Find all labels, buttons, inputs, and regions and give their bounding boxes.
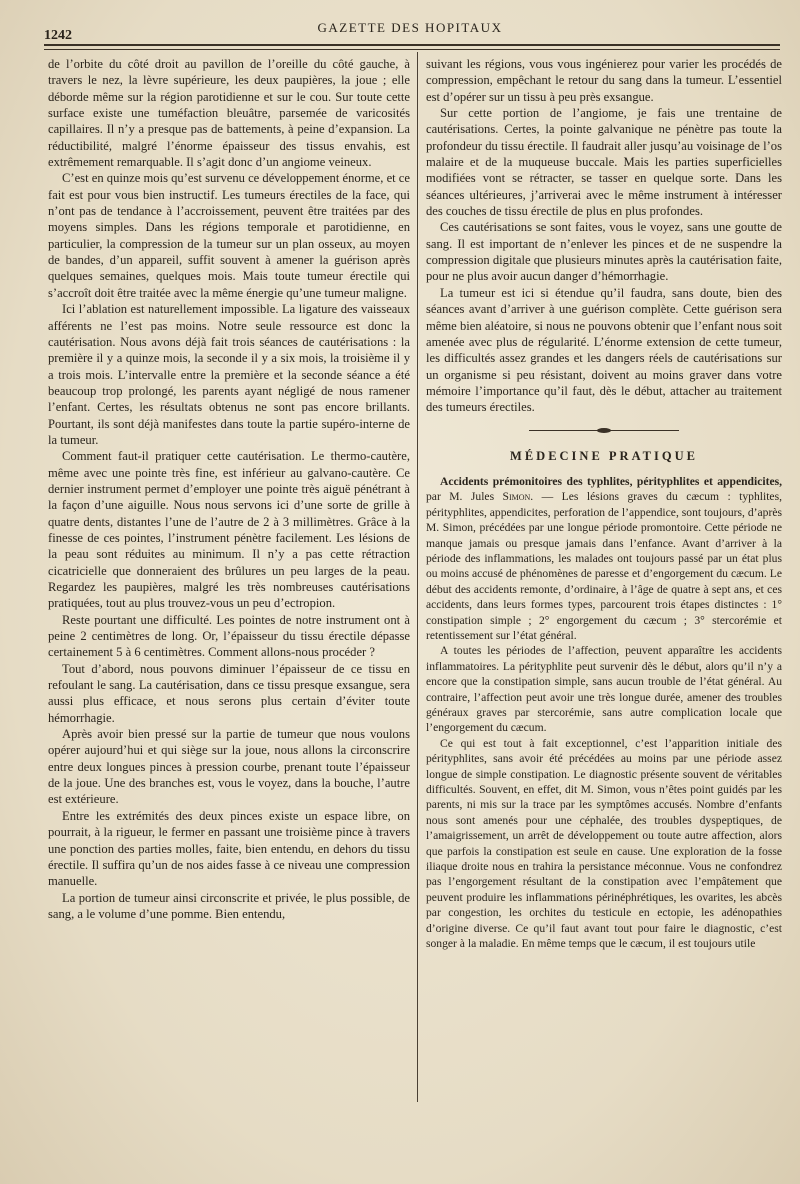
paragraph: Ce qui est tout à fait exceptionnel, c’est l’apparition initiale des pérityphlites, sans avoir été précédées au moins par une période assez longue de simple constipation. Le diagnostic présente souvent de véritables difficultés. Souvent, en effet, dit M. Simon, vous n’êtes point guidés par les parents, ni mis sur la trace par les symptômes accusés. Nombre d’enfants nous sont amenés pour une céphalée, des troubles dyspeptiques, de l’amaigrissement, un arrêt de développement ou toute autre affection, alors que parfois la constipation est seule en cause. Une exploration de la fosse iliaque droite nous en trahira la persistance méconnue. Vous ne confondrez pas l’engorgement résultant de la constipation avec l’empâtement que peuvent produire les inflammations périnéphrétiques, les ovarites, les abcès par congestion, les orchites du testicule en ectopie, les adénopathies d’origine diverse. Ce qu’il faut avant tout pour faire le diagnostic, c’est songer à la maladie. En même temps que le cæcum, il est toujours utile (426, 736, 782, 951)
paragraph: A toutes les périodes de l’affection, peuvent apparaître les accidents inflammatoires. La pérityphlite peut survenir dès le début, alors qu’il n’y a encore que la constipation simple, sans aucun trouble de l’état général. Au contraire, l’affection peut avoir une très longue durée, amener des troubles généraux graves par stercorémie, sans autre complication locale que l’engorgement du cæcum. (426, 644, 782, 735)
paragraph: suivant les régions, vous vous ingénierez pour varier les procédés de compression, empêchant le retour du sang dans la tumeur. L’essentiel est d’opérer sur un tissu à peu près exsangue. (426, 57, 782, 104)
page-header (40, 18, 780, 44)
paragraph: Ici l’ablation est naturellement impossible. La ligature des vaisseaux afférents ne l’est pas moins. Notre seule ressource est donc la cautérisation. Nous avons déjà fait trois séances de cautérisations : la première il y a quinze mois, la seconde il y a six mois, la troisième il y a trois mois. L’intervalle entre la première et la seconde séance a été beaucoup trop prolongé, les parents ayant négligé de nous ramener l’enfant. Certes, les résultats obtenus ne sont pas encore brillants. Pourtant, ils sont déjà manifestes dans toute la partie supéro-interne de la tumeur. (48, 302, 410, 447)
article-author: Simon (502, 490, 531, 504)
section-ornament (529, 428, 679, 434)
left-column (48, 56, 410, 922)
right-column (426, 56, 782, 952)
paragraph: Entre les extrémités des deux pinces existe un espace libre, on pourrait, à la rigueur, le fermer en passant une troisième pince à travers une ponction des parties molles, faite, bien entendu, en dehors du tissu érectile. Il suffira qu’un de nos aides fasse à ce niveau une compression manuelle. (48, 808, 410, 889)
journal-title: GAZETTE DES HOPITAUX (317, 20, 503, 35)
paragraph: Reste pourtant une difficulté. Les pointes de notre instrument ont à peine 2 centimètres de long. Or, l’épaisseur du tissu érectile dépasse certainement 5 à 6 centimètres. Comment allons-nous procéder ? (48, 612, 410, 660)
page-number: 1242 (44, 28, 72, 43)
paragraph: Ces cautérisations se sont faites, vous le voyez, sans une goutte de sang. Il est important de n’enlever les pinces et de ne suspendre la compression digitale que plusieurs minutes après la cautérisation faite, pour ne plus avoir aucun danger d’hémorrhagie. (426, 220, 782, 284)
section-title: MÉDECINE PRATIQUE (510, 448, 698, 463)
article-lead-paragraph (426, 474, 782, 643)
paragraph: C’est en quinze mois qu’est survenu ce développement énorme, et ce fait est pour vous bien instructif. Les tumeurs érectiles de la face, qui n’ont pas de tendance à l’accroissement, peuvent être traitées par des moyens simples. Dans les régions temporale et parotidienne, en particulier, la compression de la tumeur sur un plan osseux, au moyen de bandes, d’un appareil, suffit souvent à amener la guérison après quelques semaines, quelques mois. Mais toute tumeur érectile qui s’accroît doit être traitée avec la même énergie qu’une tumeur maligne. (48, 171, 410, 300)
paragraph: de l’orbite du côté droit au pavillon de l’oreille du côté gauche, à travers le nez, la lèvre supérieure, les deux paupières, la joue ; elle déborde même sur la région parotidienne et sur le cou. Sur toute cette surface existe une tuméfaction bleuâtre, parsemée de varicosités capillaires. Il n’y a presque pas de battements, à peine d’expansion. La réductibilité, malgré l’énorme épaisseur des tissus envahis, est extrêmement remarquable. Il s’agit donc d’un angiome veineux. (48, 57, 410, 170)
paragraph: La tumeur est ici si étendue qu’il faudra, sans doute, bien des séances avant d’arriver à une guérison complète. Cette guérison sera même bien aléatoire, si nous ne pouvons obtenir que l’enfant nous soit amenée avec plus de régularité. L’énorme extension de cette tumeur, les difficultés assez grandes et les dangers réels de cautérisations sur un organisme si peu résistant, doivent au moins graver dans votre mémoire l’importance qu’il faut, dès le début, attacher au traitement des tumeurs érectiles. (426, 285, 782, 415)
paragraph: Tout d’abord, nous pouvons diminuer l’épaisseur de ce tissu en refoulant le sang. La cautérisation, dans ce tissu presque exsangue, sera aussi plus efficace, et nous serons plus certain d’éviter toute hémorrhagie. (48, 661, 410, 725)
header-rule (44, 44, 780, 46)
paragraph: Comment faut-il pratiquer cette cautérisation. Le thermo-cautère, même avec une pointe très fine, est inférieur au galvano-cautère. Ce dernier instrument permet d’employer une pointe très aiguë pénétrant à la façon d’une aiguille. Nous nous servons ici d’une sorte de grille à quatre dents, distantes l’une de l’autre de 2 à 3 millimètres. Grâce à la finesse de ces pointes, l’instrument pénètre facilement. Les lésions de la peau sont réduites au minimum. Il n’y a pas cette rétraction cicatricielle que donneraient des brûlures un peu larges de la peau. Regardez les paupières, malgré les très nombreuses cautérisations pratiquées, tout au plus trouvez-vous un peu d’ectropion. (48, 449, 410, 611)
column-divider (417, 52, 418, 1102)
header-rule-thin (44, 49, 780, 50)
paragraph: Sur cette portion de l’angiome, je fais une trentaine de cautérisations. Certes, la pointe galvanique ne pénètre pas toute la profondeur du tissu érectile. Il faudrait aller jusqu’au voisinage de l’os malaire et de la muqueuse buccale. Mais les parties superficielles modifiées vont se rétracter, se tasser en quelque sorte. Dans les séances ultérieures, j’arriverai avec le même instrument à intéresser des couches de tissu érectile de plus en plus profondes. (426, 106, 782, 219)
article-lead-text: . — Les lésions graves du cæcum : typhlites, pérityphlites, appendicites, perforation de l’appendice, sont toujours, d’après M. Simon, précédées par une longue période promontoire. Cette période ne manque jamais ou presque jamais dans l’enfance. Avant d’arriver à la période des inflammations, les malades ont toujours passé par un état plus ou moins accusé de phénomènes de paresse et d’engorgement du cæcum. Le début des accidents remonte, d’ordinaire, à l’âge de quatre à sept ans, et ces accidents, dans leurs formes types, parcourent trois étapes distinctes : 1° constipation simple ; 2° engorgement du cæcum ; 3° stercorémie et retentissement sur l’état général. (426, 490, 782, 642)
article-author-prefix: par M. Jules (426, 490, 503, 504)
paragraph: Après avoir bien pressé sur la partie de tumeur que nous voulons opérer aujourd’hui et qui siège sur la joue, nous allons la circonscrire entre deux longues pinces à pression courbe, prenant toute l’épaisseur de la joue. Une des branches est, vous le voyez, dans la bouche, l’autre est extérieure. (48, 727, 410, 807)
article-title: Accidents prémonitoires des typhlites, pérityphlites et appendicites, (440, 474, 782, 488)
article (426, 474, 782, 952)
paragraph: La portion de tumeur ainsi circonscrite et privée, le plus possible, de sang, a le volume d’une pomme. Bien entendu, (48, 890, 410, 921)
